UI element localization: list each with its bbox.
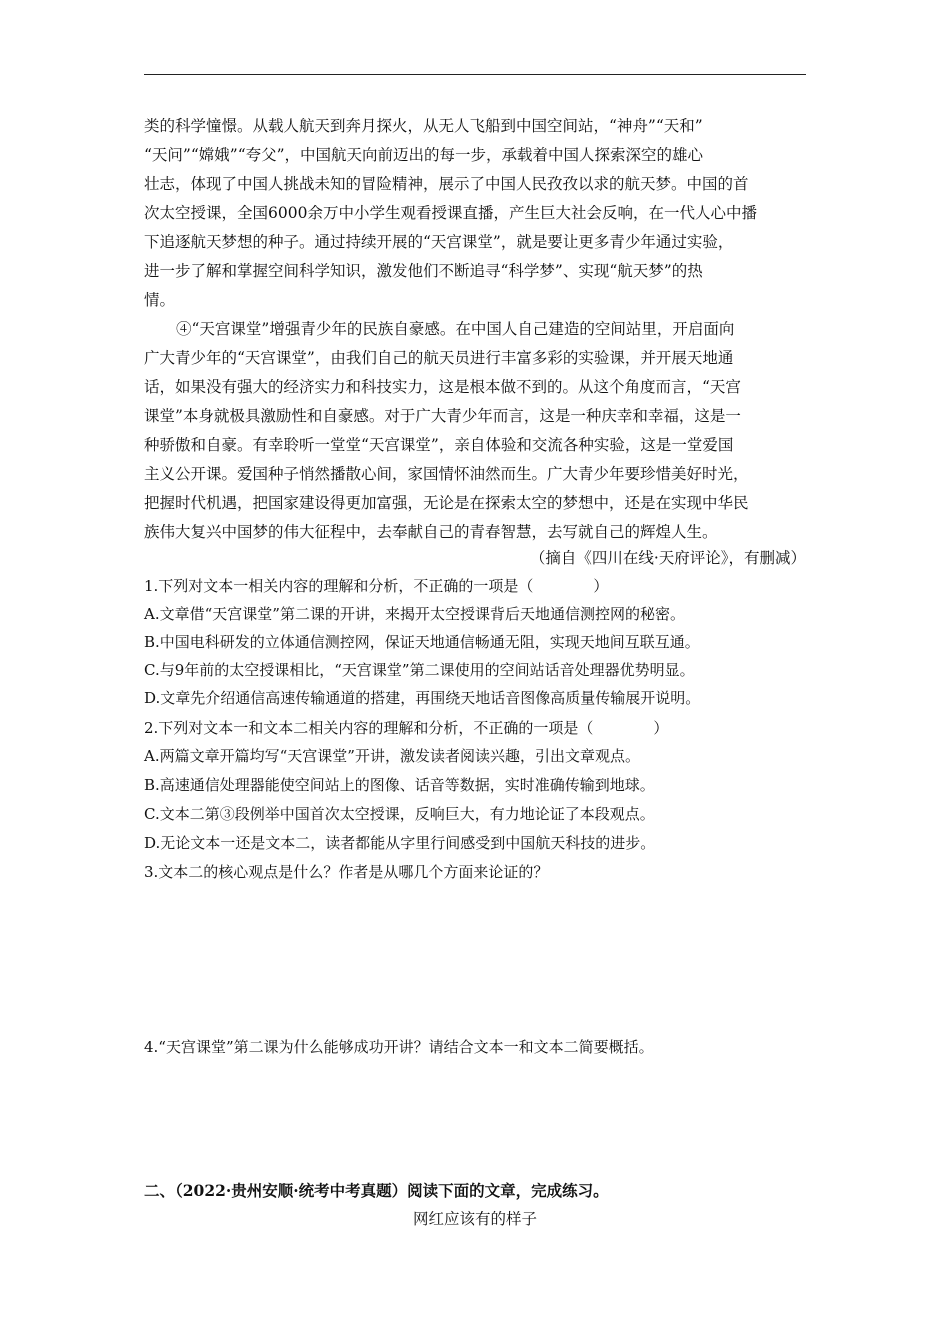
text-line: 把握时代机遇，把国家建设得更加富强，无论是在探索太空的梦想中，还是在实现中华民 [144,494,749,512]
section-2-title: 网红应该有的样子 [412,1210,537,1228]
text-line: 进一步了解和掌握空间科学知识，激发他们不断追寻“科学梦”、实现“航天梦”的热 [144,262,703,280]
text-line: “天问”“嫦娥”“夸父”，中国航天向前迈出的每一步，承载着中国人探索深空的雄心 [144,146,704,164]
question-stem: 1.下列对文本一相关内容的理解和分析，不正确的一项是（ ） [144,577,609,595]
text-line: 类的科学憧憬。从载人航天到奔月探火，从无人飞船到中国空间站，“神舟”“天和” [144,117,703,135]
text-line: 广大青少年的“天宫课堂”，由我们自己的航天员进行丰富多彩的实验课，并开展天地通 [144,349,734,367]
text-line: 课堂”本身就极具激励性和自豪感。对于广大青少年而言，这是一种庆幸和幸福，这是一 [144,407,741,425]
option-d: D.文章先介绍通信高速传输通道的搭建，再围绕天地话音图像高质量传输展开说明。 [144,689,701,707]
option-c: C.与9年前的太空授课相比，“天宫课堂”第二课使用的空间站话音处理器优势明显。 [144,661,695,679]
option-c: C.文本二第③段例举中国首次太空授课，反响巨大，有力地论证了本段观点。 [144,805,655,823]
text-line: 情。 [144,291,176,309]
text-line: 次太空授课，全国6000余万中小学生观看授课直播，产生巨大社会反响，在一代人心中播 [144,204,757,222]
option-d: D.无论文本一还是文本二，读者都能从字里行间感受到中国航天科技的进步。 [144,834,656,852]
header-rule [144,74,806,75]
text-line: 种骄傲和自豪。有幸聆听一堂堂“天宫课堂”，亲自体验和交流各种实验，这是一堂爱国 [144,436,734,454]
option-b: B.高速通信处理器能使空间站上的图像、话音等数据，实时准确传输到地球。 [144,776,655,794]
text-line: 主义公开课。爱国种子悄然播散心间，家国情怀油然而生。广大青少年要珍惜美好时光， [144,465,749,483]
question-4: 4.“天宫课堂”第二课为什么能够成功开讲？请结合文本一和文本二简要概括。 [144,1038,654,1056]
source-note: （摘自《四川在线·天府评论》，有删减） [529,549,806,567]
option-b: B.中国电科研发的立体通信测控网，保证天地通信畅通无阻，实现天地间互联互通。 [144,633,700,651]
text-line: ④“天宫课堂”增强青少年的民族自豪感。在中国人自己建造的空间站里，开启面向 [176,320,735,338]
text-line: 话，如果没有强大的经济实力和科技实力，这是根本做不到的。从这个角度而言，“天宫 [144,378,741,396]
text-line: 壮志，体现了中国人挑战未知的冒险精神，展示了中国人民孜孜以求的航天梦。中国的首 [144,175,749,193]
section-2-heading: 二、（2022·贵州安顺·统考中考真题）阅读下面的文章，完成练习。 [144,1181,609,1200]
question-3: 3.文本二的核心观点是什么？作者是从哪几个方面来论证的？ [144,863,549,881]
question-stem: 2.下列对文本一和文本二相关内容的理解和分析，不正确的一项是（ ） [144,719,669,737]
option-a: A.文章借“天宫课堂”第二课的开讲，来揭开太空授课背后天地通信测控网的秘密。 [144,605,685,623]
text-line: 族伟大复兴中国梦的伟大征程中，去奉献自己的青春智慧，去写就自己的辉煌人生。 [144,523,718,541]
text-line: 下追逐航天梦想的种子。通过持续开展的“天宫课堂”，就是要让更多青少年通过实验， [144,233,734,251]
option-a: A.两篇文章开篇均写“天宫课堂”开讲，激发读者阅读兴趣，引出文章观点。 [144,747,640,765]
